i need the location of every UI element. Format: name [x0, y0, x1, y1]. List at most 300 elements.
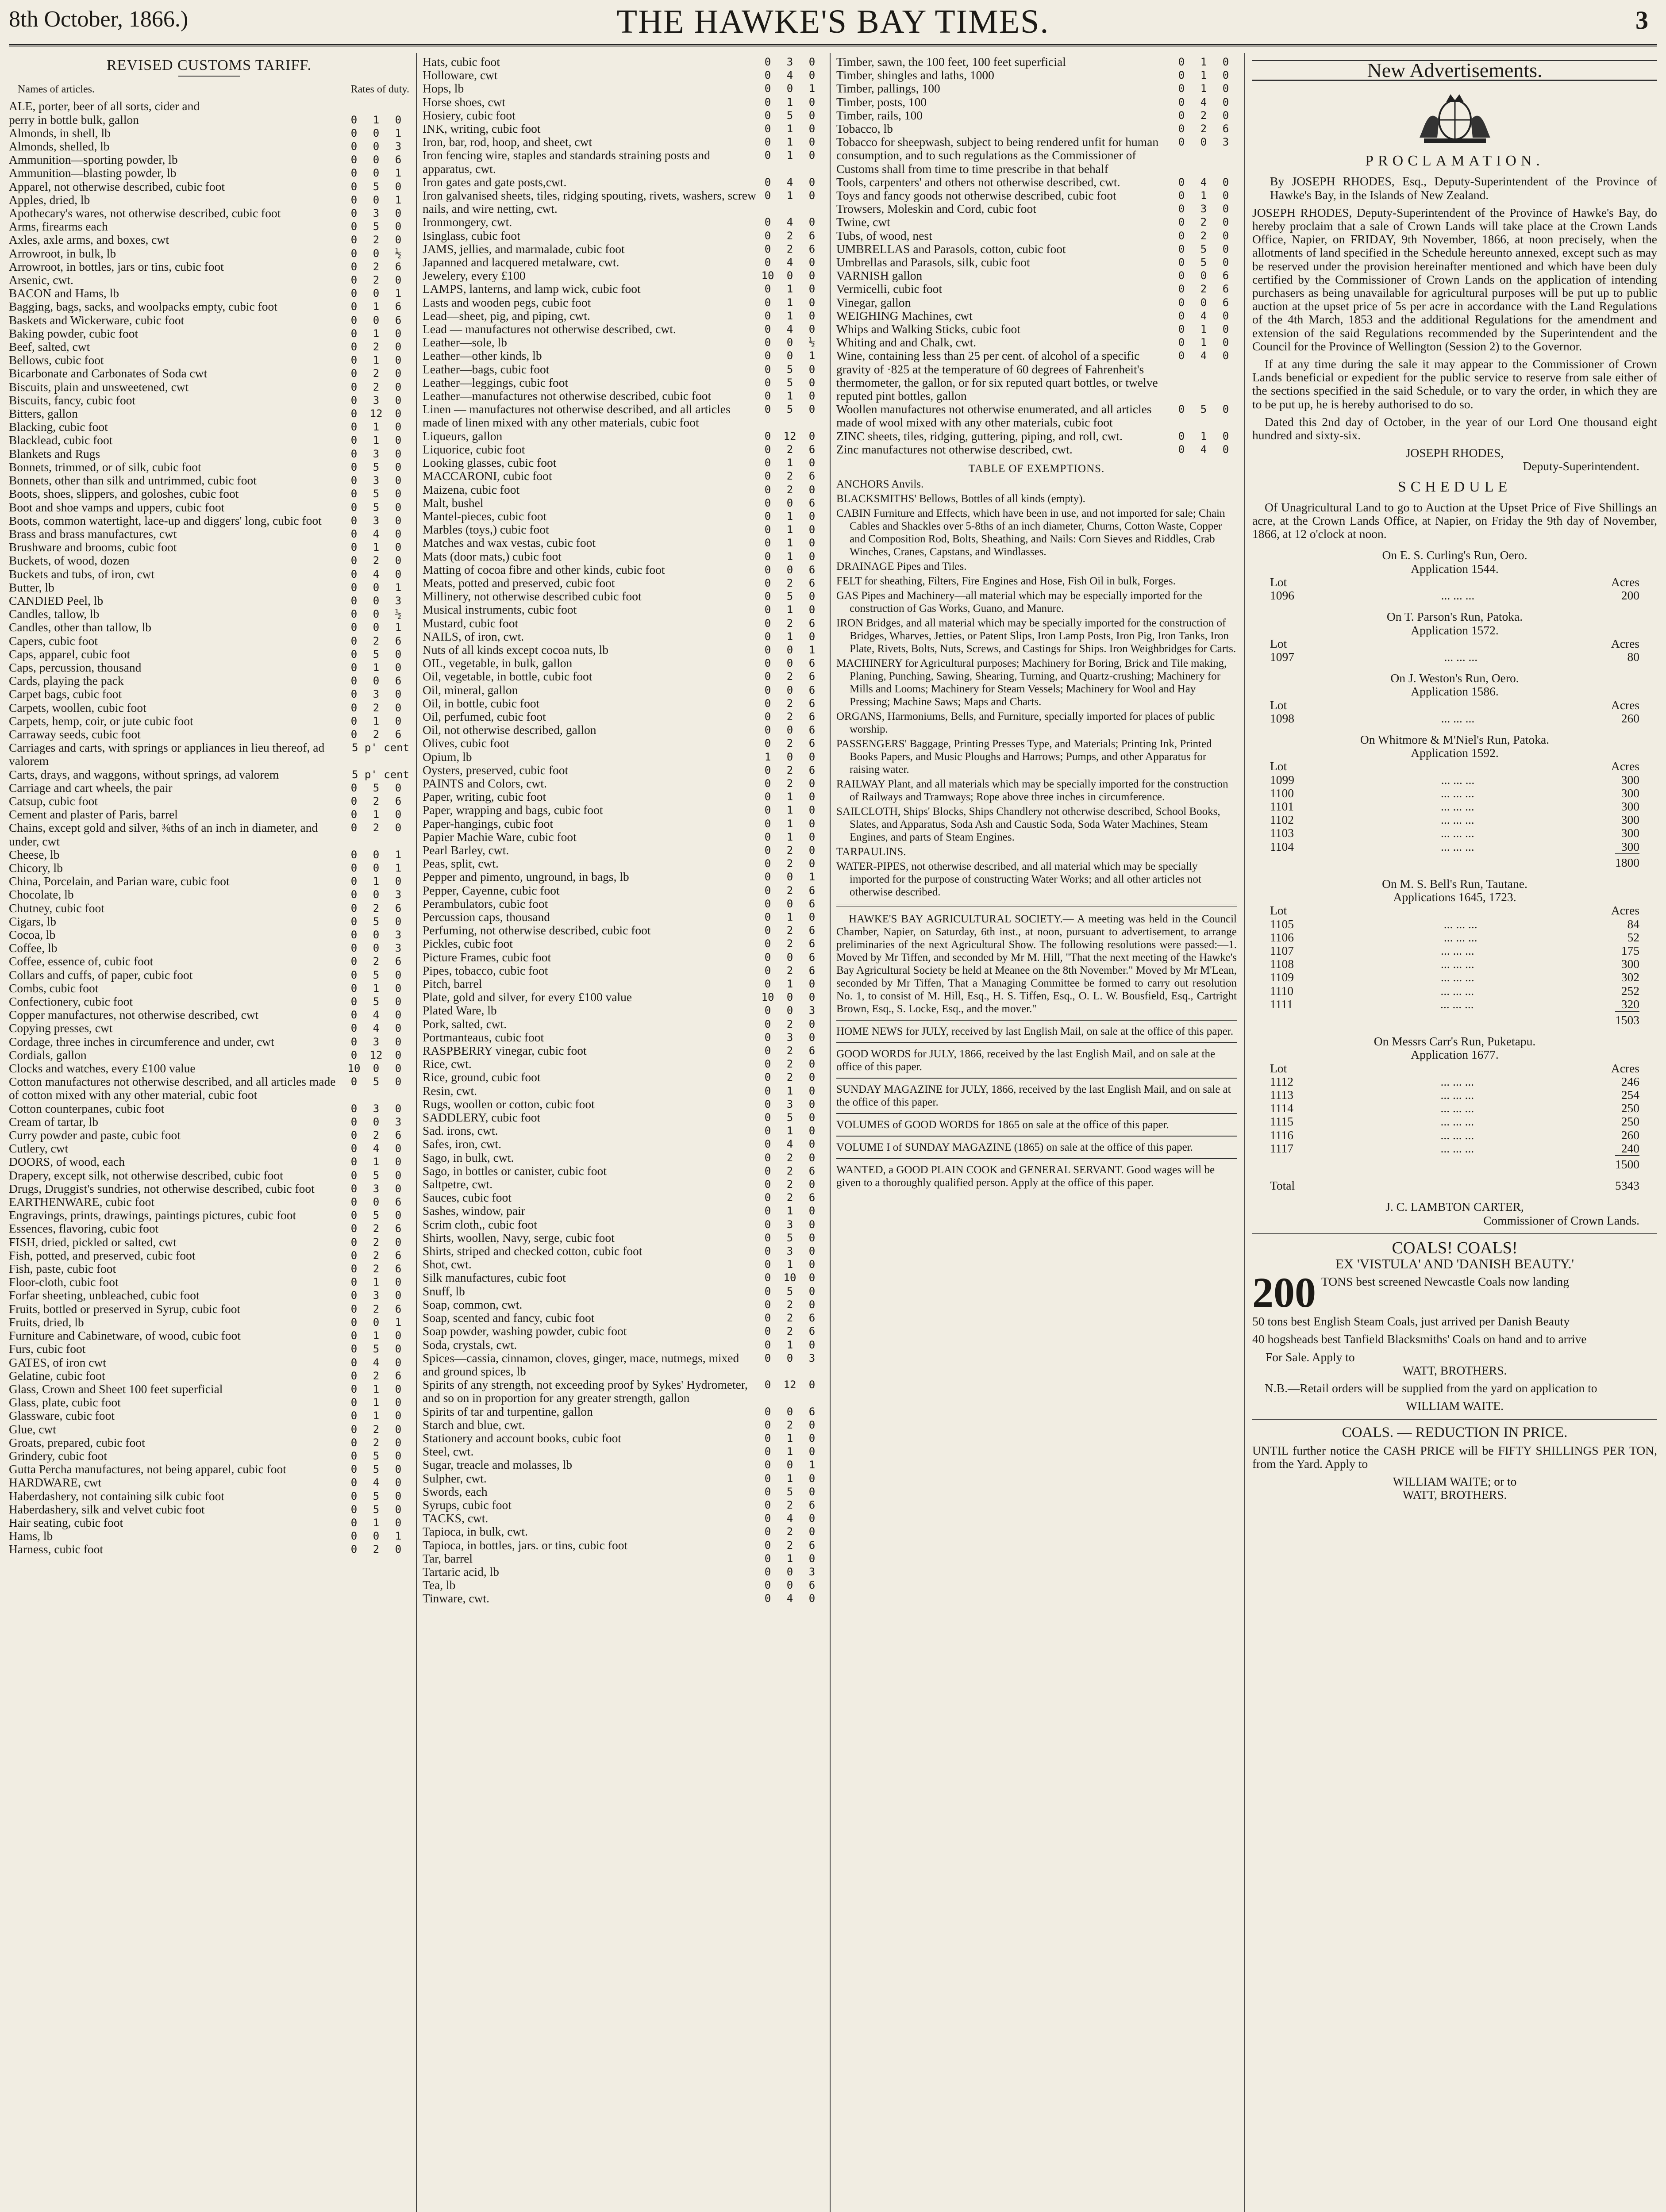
duty-pounds: 0 [350, 1249, 358, 1262]
duty-pence: 0 [808, 830, 816, 843]
duty-pence: 0 [808, 510, 816, 522]
article-name: Lead — manufactures not otherwise described, cwt. [423, 322, 676, 336]
tariff-column-3 [836, 55, 1237, 2212]
article-name: Tapioca, in bulk, cwt. [423, 1525, 528, 1539]
article-name: Rice, cwt. [423, 1057, 472, 1071]
duty-shillings: 1 [786, 523, 793, 536]
article-name: Tobacco for sheepwash, subject to being rendered unfit for human consumption, and to such regulations as the Commissioner of Customs shall from time to time prescribe in that behalf [836, 135, 1159, 176]
lot-row [1252, 800, 1657, 813]
article-name: Copper manufactures, not otherwise described, cwt [9, 1008, 259, 1022]
duty-shillings: 12 [783, 430, 796, 442]
duty-pence: 0 [395, 447, 402, 460]
duty-pounds: 0 [350, 1182, 358, 1195]
duty-pounds: 0 [764, 724, 771, 737]
duty-rate [1170, 229, 1237, 242]
duty-rate [1170, 403, 1237, 429]
duty-rate [757, 1298, 823, 1311]
duty-pounds: 0 [764, 830, 771, 843]
duty-pounds: 0 [764, 844, 771, 856]
duty-shillings: 2 [786, 229, 793, 242]
tariff-row [836, 215, 1237, 229]
tariff-row [9, 634, 409, 648]
duty-pence: 0 [395, 1182, 402, 1195]
duty-rate [757, 282, 823, 296]
article-name: Shot, cwt. [423, 1257, 472, 1271]
lot-number: 1096 [1270, 588, 1294, 603]
duty-pounds: 0 [350, 968, 358, 981]
duty-pounds: 0 [350, 113, 358, 126]
duty-rate [1170, 215, 1237, 229]
duty-shillings: 1 [1200, 69, 1207, 82]
duty-pounds: 0 [764, 1218, 771, 1231]
tariff-row [423, 1525, 823, 1538]
lot-acres: 250 [1621, 1101, 1639, 1115]
duty-pounds: 0 [764, 1418, 771, 1431]
tariff-row [9, 1035, 409, 1048]
tariff-row [9, 434, 409, 447]
duty-pounds: 0 [350, 1530, 358, 1543]
tariff-row [9, 915, 409, 928]
duty-pounds: 0 [1178, 256, 1185, 269]
duty-pounds: 0 [350, 1490, 358, 1502]
duty-pounds: 0 [350, 982, 358, 995]
article-name: Floor-cloth, cubic foot [9, 1275, 119, 1289]
duty-pence: ½ [395, 247, 402, 260]
article-name: Spices—cassia, cinnamon, cloves, ginger, mace, nutmegs, mixed and ground spices, lb [423, 1351, 739, 1378]
duty-pounds: 0 [1178, 136, 1185, 149]
tariff-row [9, 902, 409, 915]
duty-pounds: 0 [764, 1231, 771, 1244]
duty-pence: 0 [808, 363, 816, 376]
tariff-row [423, 1311, 823, 1325]
run-application: Application 1586. [1411, 684, 1499, 699]
article-name: Carriages and carts, with springs or appliances in lieu thereof, ad valorem [9, 741, 325, 768]
tariff-row [9, 621, 409, 634]
article-name: Saltpetre, cwt. [423, 1177, 493, 1191]
duty-shillings: 1 [786, 309, 793, 322]
duty-shillings: 4 [786, 176, 793, 188]
duty-pounds: 0 [764, 857, 771, 870]
duty-shillings: 5 [373, 501, 380, 514]
duty-shillings: 3 [373, 207, 380, 220]
duty-rate [757, 1164, 823, 1178]
article-name: Safes, iron, cwt. [423, 1137, 501, 1151]
tariff-row [9, 594, 409, 607]
duty-rate [343, 808, 409, 821]
article-name: Whips and Walking Sticks, cubic foot [836, 322, 1020, 336]
tariff-row [9, 1289, 409, 1302]
proclamation-title: PROCLAMATION. [1365, 153, 1544, 169]
duty-rate [1170, 69, 1237, 82]
tariff-row [423, 670, 823, 683]
duty-rate [757, 924, 823, 937]
tariff-row [9, 353, 409, 367]
dot-leader: ... ... ... [1441, 786, 1474, 800]
duty-pounds: 0 [764, 82, 771, 95]
duty-shillings: 4 [786, 1592, 793, 1605]
article-name: Grindery, cubic foot [9, 1448, 107, 1463]
grand-total-row [1252, 1179, 1657, 1192]
duty-rate [757, 1098, 823, 1111]
duty-pence: 0 [395, 354, 402, 367]
duty-pounds: 0 [350, 554, 358, 567]
tariff-row [423, 1485, 823, 1498]
tariff-row [9, 1008, 409, 1022]
duty-pence: 0 [808, 189, 816, 202]
duty-pounds: 0 [350, 274, 358, 287]
duty-pounds: 0 [764, 56, 771, 68]
duty-pence: 0 [395, 1156, 402, 1168]
article-name: Beef, salted, cwt [9, 340, 90, 354]
article-name: Capers, cubic foot [9, 634, 98, 648]
article-name: Apparel, not otherwise described, cubic foot [9, 179, 225, 193]
duty-rate [757, 403, 823, 429]
duty-shillings: 1 [786, 804, 793, 817]
duty-shillings: 1 [786, 1445, 793, 1458]
duty-shillings: 0 [786, 1459, 793, 1471]
article-name: Carraway seeds, cubic foot [9, 727, 141, 741]
duty-pence: 0 [395, 234, 402, 246]
duty-rate [343, 1102, 409, 1115]
tariff-row [423, 1352, 823, 1378]
duty-pounds: 0 [1178, 336, 1185, 349]
duty-rate [343, 714, 409, 728]
duty-rate [1170, 323, 1237, 336]
dot-leader: ... ... ... [1441, 970, 1474, 984]
tariff-row [423, 1565, 823, 1578]
article-name: Oil, vegetable, in bottle, cubic foot [423, 669, 593, 684]
tariff-row [9, 941, 409, 955]
ad-rule [1252, 1233, 1657, 1235]
duty-pounds: 0 [350, 1236, 358, 1248]
article-name: Furs, cubic foot [9, 1342, 86, 1356]
duty-pence: 1 [395, 581, 402, 594]
advertisements-column [1252, 55, 1657, 2212]
tariff-row [423, 282, 823, 296]
duty-shillings: 1 [786, 390, 793, 403]
schedule-run [1252, 877, 1657, 1027]
column-divider [1244, 53, 1245, 2212]
duty-rate [757, 336, 823, 349]
duty-pence: 3 [1222, 136, 1229, 149]
tariff-row [9, 1249, 409, 1262]
duty-pounds: 0 [350, 1382, 358, 1395]
article-name: Timber, posts, 100 [836, 95, 927, 109]
article-name: Fruits, dried, lb [9, 1315, 84, 1329]
duty-rate [757, 1512, 823, 1525]
duty-pounds: 0 [1178, 283, 1185, 296]
tariff-row [9, 1356, 409, 1369]
duty-pence: 0 [395, 1382, 402, 1395]
duty-pence: 0 [395, 1449, 402, 1462]
lot-label: Lot [1270, 698, 1287, 712]
article-name: Hops, lb [423, 81, 464, 96]
duty-shillings: 4 [373, 1356, 380, 1369]
duty-pence: 6 [395, 902, 402, 914]
duty-rate [343, 941, 409, 955]
lot-row [1252, 984, 1657, 998]
duty-pounds: 0 [764, 229, 771, 242]
duty-rate [757, 523, 823, 536]
lot-number: 1097 [1270, 649, 1294, 664]
duty-rate [343, 1382, 409, 1396]
duty-rate [343, 527, 409, 541]
article-name: Holloware, cwt [423, 68, 498, 82]
article-name: Tobacco, lb [836, 122, 893, 136]
duty-rate [343, 701, 409, 714]
duty-rate [757, 1218, 823, 1231]
schedule-run [1252, 1035, 1657, 1171]
article-name: Timber, shingles and laths, 1000 [836, 68, 994, 82]
schedule-run [1252, 610, 1657, 664]
duty-shillings: 0 [786, 871, 793, 883]
duty-rate [343, 447, 409, 461]
dot-leader: ... ... ... [1441, 943, 1474, 957]
dot-leader: ... ... ... [1441, 588, 1475, 603]
duty-pounds: 0 [764, 470, 771, 483]
reduction-heading: COALS. — REDUCTION IN PRICE. [1342, 1425, 1568, 1441]
duty-pounds: 0 [350, 1263, 358, 1275]
duty-rate [757, 82, 823, 95]
duty-rate [757, 483, 823, 496]
duty-rate [343, 1543, 409, 1556]
duty-pence: 0 [1222, 403, 1229, 416]
dot-leader: ... ... ... [1440, 1088, 1474, 1102]
duty-rate [343, 1529, 409, 1543]
duty-shillings: 1 [786, 830, 793, 843]
duty-pounds: 0 [764, 884, 771, 897]
dot-leader: ... ... ... [1444, 649, 1478, 664]
run-application: Application 1592. [1411, 746, 1499, 760]
duty-pounds: 0 [764, 323, 771, 336]
duty-rate [343, 514, 409, 527]
duty-rate [757, 857, 823, 870]
lot-row [1252, 918, 1657, 931]
duty-shillings: 1 [786, 149, 793, 162]
duty-pence: 1 [395, 167, 402, 180]
exemption-item: PASSENGERS' Baggage, Printing Presses Type, and Materials; Printing Ink, Printed Books Papers, and Music Ploughs and Harrows; Pumps, and other Apparatus for raising water. [836, 738, 1212, 776]
lot-label: Lot [1270, 759, 1287, 773]
article-name: Candles, tallow, lb [9, 607, 100, 621]
lot-row [1252, 1129, 1657, 1142]
run-application: Application 1677. [1411, 1048, 1499, 1062]
duty-pounds: 0 [764, 911, 771, 923]
duty-rate [757, 1539, 823, 1552]
duty-pounds: 0 [1178, 56, 1185, 68]
duty-rate [1170, 176, 1237, 189]
duty-pounds: 0 [764, 336, 771, 349]
duty-pence: 0 [808, 457, 816, 469]
duty-rate [757, 510, 823, 523]
tariff-row [9, 153, 409, 166]
article-name: Baking powder, cubic foot [9, 326, 139, 340]
duty-rate [343, 1275, 409, 1289]
duty-pence: 0 [395, 1503, 402, 1516]
duty-pence: 6 [395, 675, 402, 687]
article-name: Snuff, lb [423, 1284, 465, 1298]
masthead [0, 0, 1666, 44]
duty-pence: 0 [808, 1178, 816, 1191]
duty-shillings: 1 [786, 550, 793, 563]
duty-pence: 0 [808, 1245, 816, 1258]
dot-leader: ... ... ... [1440, 983, 1474, 998]
duty-rate [757, 576, 823, 590]
duty-rate [757, 176, 823, 189]
duty-pence: 6 [808, 924, 816, 937]
article-name: Cards, playing the pack [9, 674, 124, 688]
article-name: Vermicelli, cubic foot [836, 282, 943, 296]
duty-shillings: 5 [786, 1231, 793, 1244]
duty-rate [343, 461, 409, 474]
tariff-row [9, 821, 409, 848]
duty-pounds: 0 [764, 136, 771, 149]
tariff-row [423, 643, 823, 657]
duty-pence: 6 [808, 724, 816, 737]
tariff-row [423, 229, 823, 242]
duty-pounds: 0 [764, 403, 771, 416]
tariff-row [9, 1490, 409, 1503]
tariff-row [423, 603, 823, 616]
duty-pounds: 0 [350, 154, 358, 166]
article-name: HARDWARE, cwt [9, 1475, 102, 1490]
duty-rate [343, 193, 409, 207]
duty-pence: 0 [1222, 69, 1229, 82]
duty-pence: 3 [808, 1004, 816, 1017]
duty-pence: 3 [808, 1565, 816, 1578]
duty-pence: 6 [395, 1249, 402, 1262]
duty-shillings: 4 [786, 323, 793, 336]
duty-pence: 0 [1222, 242, 1229, 255]
article-name: VARNISH gallon [836, 269, 923, 283]
article-name: Peas, split, cwt. [423, 856, 499, 871]
duty-pence: 0 [808, 523, 816, 536]
duty-pounds: 0 [764, 1498, 771, 1511]
tariff-row [423, 122, 823, 135]
tariff-row [423, 1445, 823, 1458]
article-name: Almonds, shelled, lb [9, 139, 110, 154]
duty-pounds: 0 [350, 688, 358, 701]
proclamation-signature-title: Deputy-Superintendent. [1523, 459, 1639, 473]
duty-rate [343, 1302, 409, 1316]
duty-shillings: 0 [373, 247, 380, 260]
coals-nb: N.B.—Retail orders will be supplied from the yard on application to [1265, 1381, 1597, 1395]
duty-pounds: 10 [347, 1062, 361, 1075]
duty-pence: 0 [395, 341, 402, 353]
duty-shillings: 2 [786, 242, 793, 255]
article-name: Twine, cwt [836, 215, 890, 229]
tariff-row [9, 1155, 409, 1168]
duty-rate [343, 487, 409, 500]
article-name: Umbrellas and Parasols, silk, cubic foot [836, 255, 1030, 269]
article-name: Looking glasses, cubic foot [423, 456, 557, 470]
duty-pence: 0 [395, 1062, 402, 1075]
run-application: Applications 1645, 1723. [1393, 890, 1516, 904]
tariff-row [836, 282, 1237, 296]
duty-shillings: 2 [786, 737, 793, 750]
exemption-item: GAS Pipes and Machinery—all material which may be especially imported for the construction of Gas Works, Guano, and Manure. [836, 590, 1202, 615]
tariff-row [9, 1195, 409, 1209]
duty-shillings: 5 [786, 1111, 793, 1124]
lot-acres: 300 [1621, 786, 1639, 800]
duty-shillings: 5 [373, 1209, 380, 1222]
tariff-row [9, 554, 409, 567]
duty-rate [757, 964, 823, 977]
article-name: Sago, in bottles or canister, cubic foot [423, 1164, 607, 1178]
duty-pence: 0 [395, 1543, 402, 1556]
tariff-row [836, 122, 1237, 135]
duty-pounds: 0 [350, 1022, 358, 1035]
tariff-row [9, 1102, 409, 1115]
duty-rate [343, 674, 409, 687]
duty-shillings: 4 [373, 1009, 380, 1022]
duty-pounds: 0 [764, 897, 771, 910]
duty-pence: 0 [395, 568, 402, 580]
duty-shillings: 2 [786, 670, 793, 683]
duty-shillings: 2 [373, 1249, 380, 1262]
duty-pounds: 0 [764, 871, 771, 883]
duty-shillings: 4 [373, 527, 380, 540]
duty-pounds: 0 [1178, 323, 1185, 336]
lot-acres: 175 [1621, 943, 1639, 957]
lot-row [1252, 1115, 1657, 1128]
duty-shillings: 2 [373, 341, 380, 353]
duty-shillings: 1 [373, 714, 380, 727]
duty-shillings: 4 [373, 568, 380, 580]
duty-rate [757, 590, 823, 603]
duty-rate [757, 1071, 823, 1084]
duty-pence: 0 [395, 995, 402, 1008]
duty-rate: 5 p' cent [351, 741, 409, 754]
article-name: ZINC sheets, tiles, ridging, guttering, piping, and roll, cwt. [836, 429, 1123, 443]
article-name: Sulpher, cwt. [423, 1471, 487, 1485]
duty-pence: 0 [808, 309, 816, 322]
duty-rate [757, 149, 823, 175]
article-name: Blacking, cubic foot [9, 420, 108, 434]
duty-rate [343, 1369, 409, 1382]
duty-rate [757, 229, 823, 242]
duty-pounds: 0 [1178, 443, 1185, 456]
duty-rate [757, 1338, 823, 1352]
tariff-row [423, 817, 823, 830]
lot-acres: 320 [1621, 997, 1639, 1011]
duty-pence: 6 [808, 496, 816, 509]
article-name: Ammunition—blasting powder, lb [9, 166, 177, 180]
lot-number: 1117 [1270, 1141, 1293, 1155]
tariff-row [9, 1436, 409, 1449]
duty-pence: 0 [395, 1236, 402, 1248]
duty-pence: 6 [395, 795, 402, 807]
duty-rate [343, 1436, 409, 1449]
article-name: Confectionery, cubic foot [9, 995, 133, 1009]
tariff-row [9, 1022, 409, 1035]
grand-total-label: Total [1270, 1179, 1295, 1193]
tariff-row [9, 180, 409, 193]
duty-pounds: 0 [764, 563, 771, 576]
tariff-row [423, 1018, 823, 1031]
duty-pence: 0 [395, 1035, 402, 1048]
duty-pounds: 0 [350, 1396, 358, 1409]
duty-shillings: 1 [373, 354, 380, 367]
duty-shillings: 2 [373, 728, 380, 741]
article-name: Spirits of tar and turpentine, gallon [423, 1404, 593, 1418]
tariff-rows [836, 55, 1237, 456]
duty-shillings: 2 [373, 380, 380, 393]
duty-pounds: 0 [764, 630, 771, 643]
issue-date: 8th October, 1866.) [9, 7, 189, 32]
duty-shillings: 2 [786, 764, 793, 776]
duty-pounds: 0 [350, 875, 358, 888]
duty-rate [757, 269, 823, 282]
